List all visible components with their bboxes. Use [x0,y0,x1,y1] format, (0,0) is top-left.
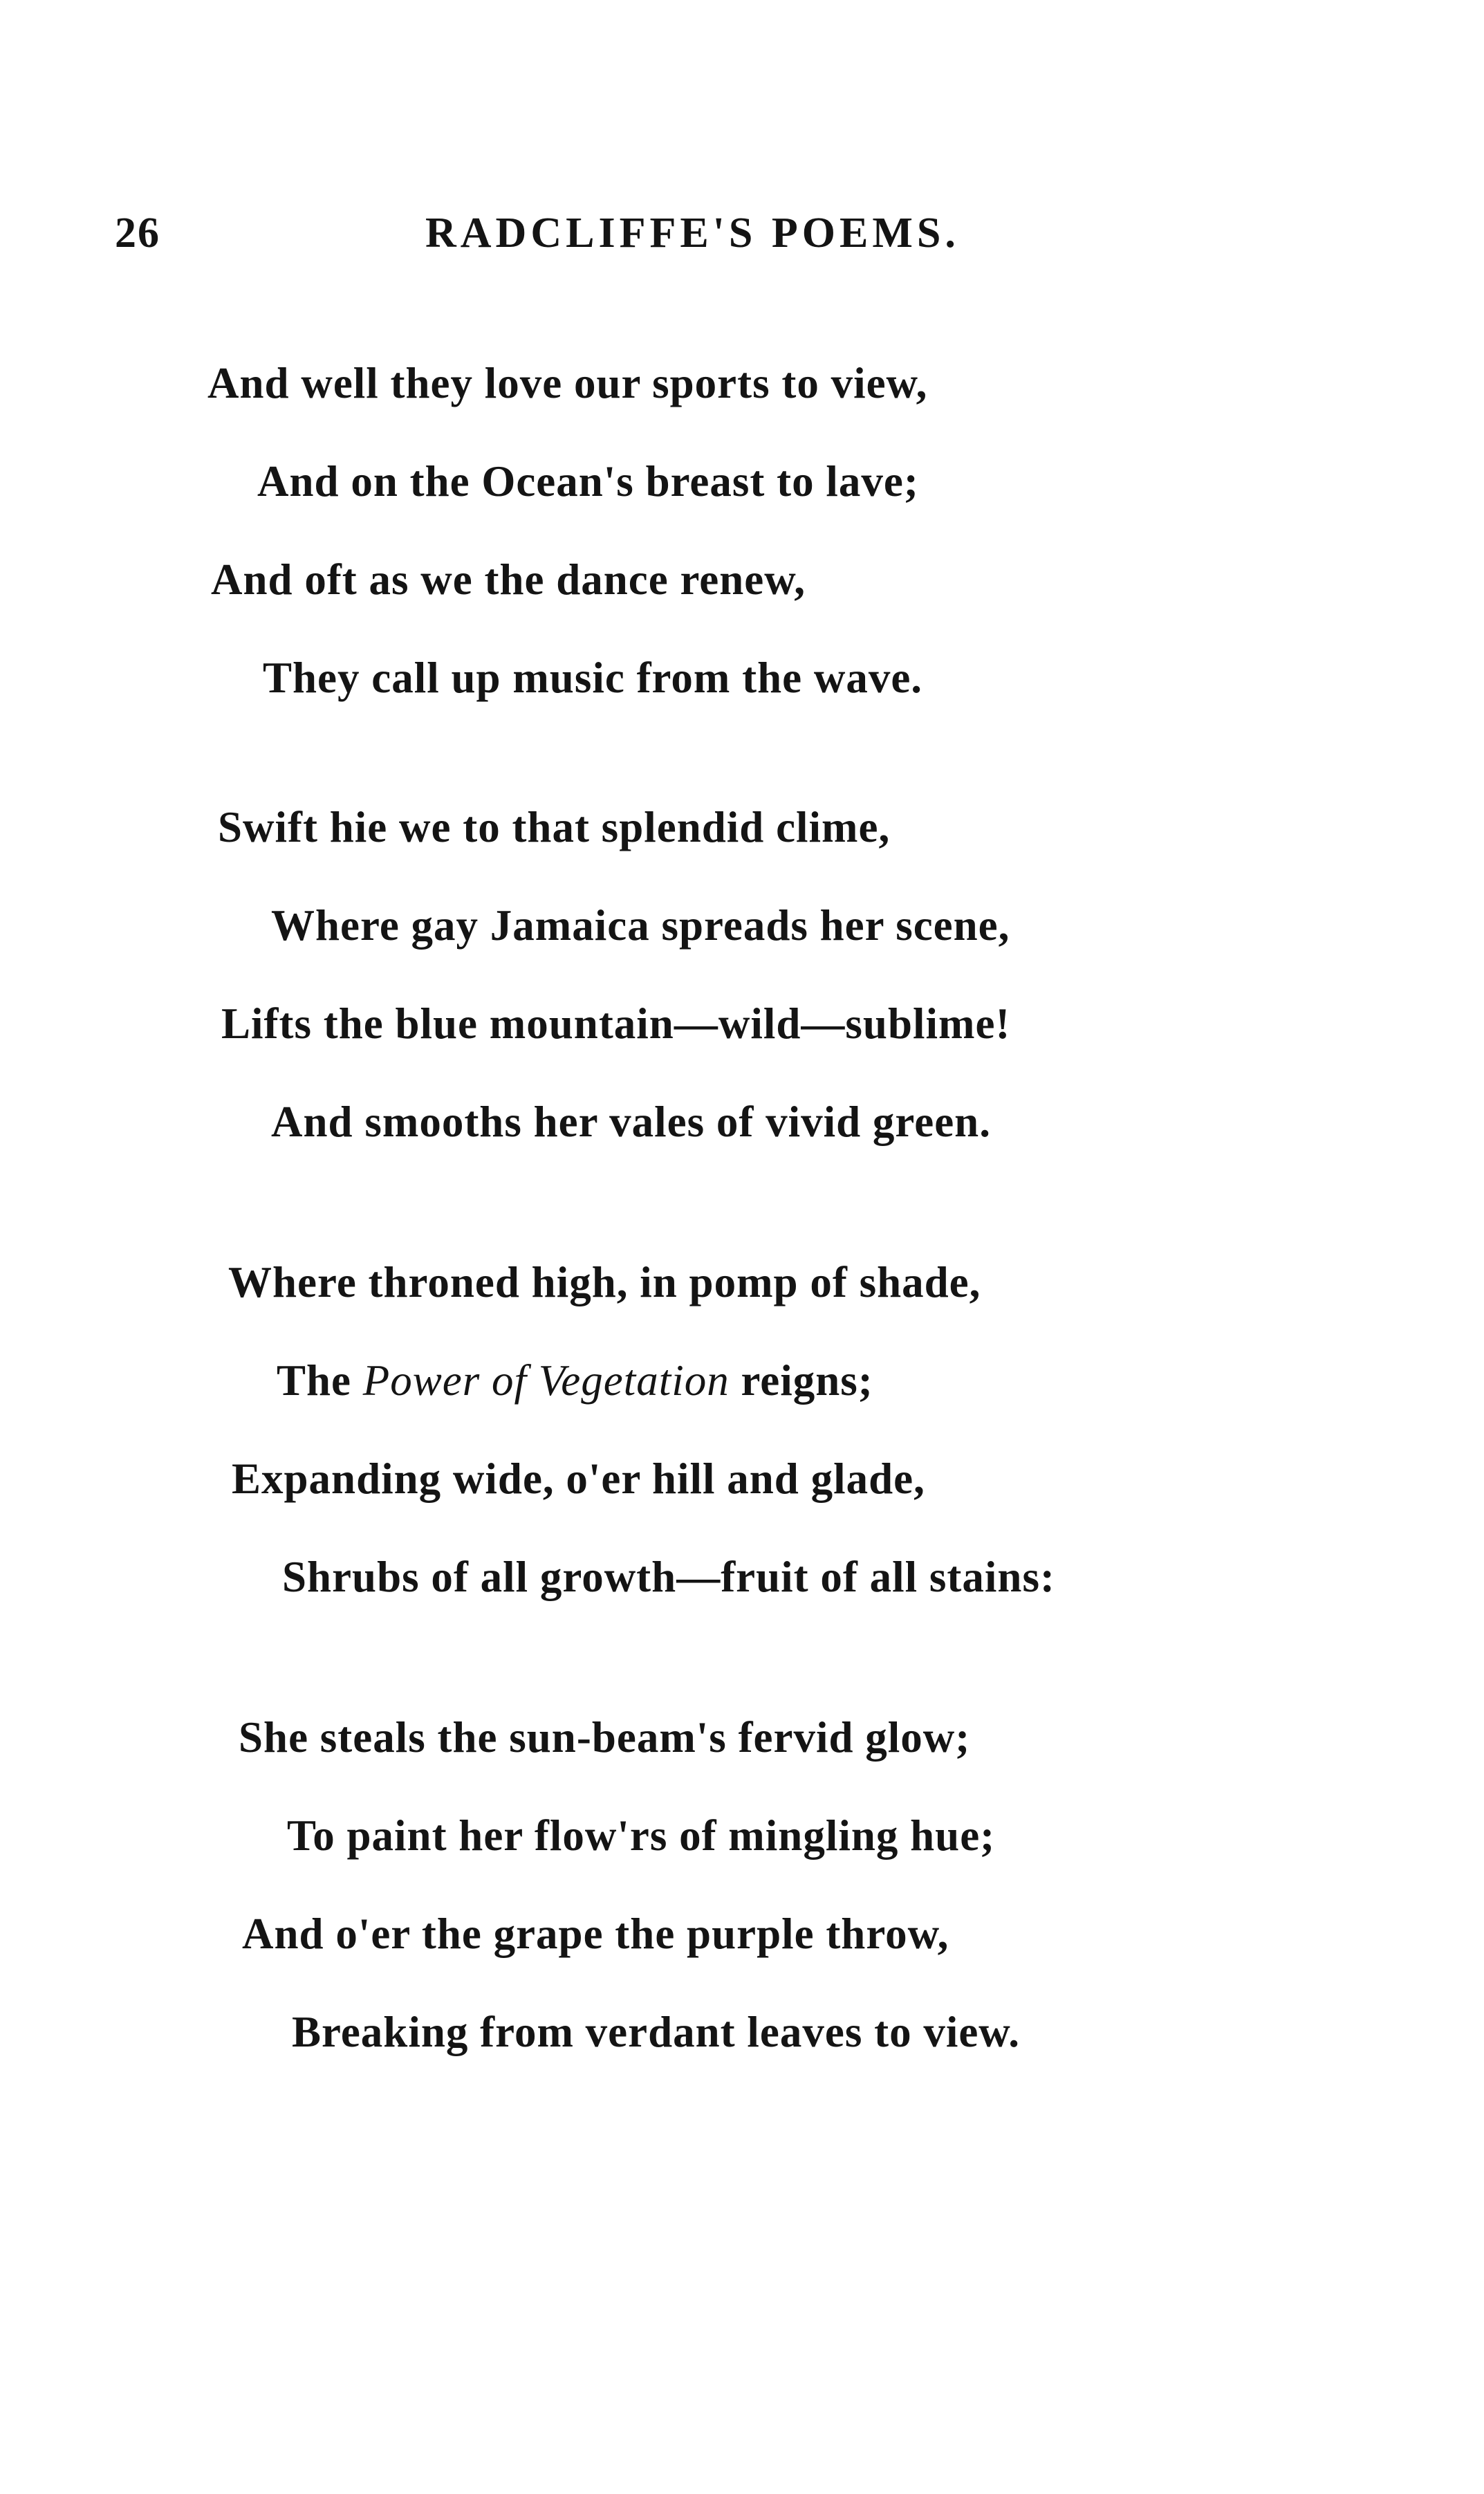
poem-line: Swift hie we to that splendid clime, [218,803,891,851]
poem-line: Where throned high, in pomp of shade, [228,1258,981,1306]
poem-line: And smooths her vales of vivid green. [271,1098,991,1146]
poem-line: And o'er the grape the purple throw, [242,1910,949,1958]
poem-line: Expanding wide, o'er hill and glade, [232,1454,925,1503]
line-pre-text: The [277,1356,363,1405]
poem-line: And on the Ocean's breast to lave; [257,457,919,506]
italic-phrase: Power of Vegetation [362,1356,730,1405]
poem-line: Breaking from verdant leaves to view. [292,2008,1021,2056]
poem-line: And oft as we the dance renew, [211,555,806,604]
poem-line: To paint her flow'rs of mingling hue; [287,1811,996,1860]
poem-line: Where gay Jamaica spreads her scene, [271,901,1010,950]
poem-line-italic [277,1356,873,1406]
poem-line: She steals the sun-beam's fervid glow; [239,1713,971,1762]
page-number: 26 [115,210,160,257]
poem-line: Shrubs of all growth—fruit of all stains: [282,1553,1055,1601]
line-post-text: reigns; [729,1356,873,1405]
poem-line: Lifts the blue mountain—wild—sublime! [221,999,1011,1048]
poem-line: And well they love our sports to view, [207,359,928,407]
running-title: RADCLIFFE'S POEMS. [425,210,960,257]
poem-line: They call up music from the wave. [263,654,923,702]
